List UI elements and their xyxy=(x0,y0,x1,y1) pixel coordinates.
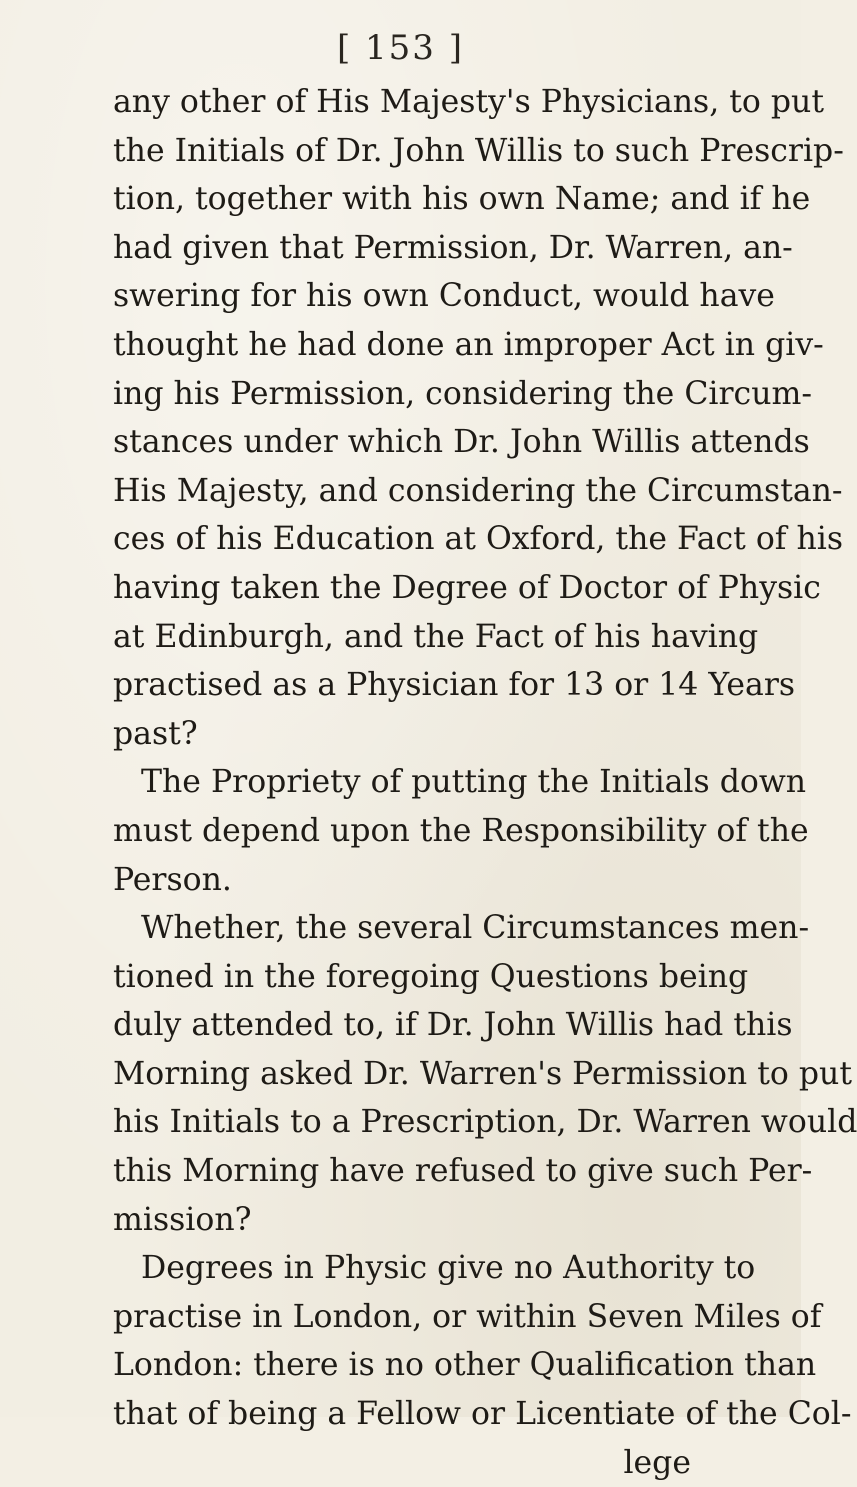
text-line: must depend upon the Responsibility of the xyxy=(113,812,809,849)
text-line: swering for his own Conduct, would have xyxy=(113,278,775,315)
text-line: ces of his Education at Oxford, the Fact of his xyxy=(113,521,843,558)
text-line: having taken the Degree of Doctor of Physic xyxy=(113,569,821,606)
text-line: at Edinburgh, and the Fact of his having xyxy=(113,618,759,655)
text-line: ing his Permission, considering the Circum- xyxy=(113,375,812,412)
text-line: The Propriety of putting the Initials down xyxy=(141,764,807,801)
text-line: any other of His Majesty's Physicians, to put xyxy=(113,84,824,120)
text-line: London: there is no other Qualification than xyxy=(113,1347,817,1384)
text-line: Whether, the several Circumstances men- xyxy=(141,910,810,947)
text-line: practise in London, or within Seven Miles of xyxy=(113,1298,822,1335)
text-line: had given that Permission, Dr. Warren, an- xyxy=(113,229,793,266)
page-number: [ 153 ] xyxy=(336,28,465,68)
text-line: this Morning have refused to give such Per- xyxy=(113,1153,813,1190)
text-line: tion, together with his own Name; and if he xyxy=(113,181,811,218)
text-line: practised as a Physician for 13 or 14 Years xyxy=(113,667,796,704)
catchword: lege xyxy=(623,1444,691,1481)
text-line: past? xyxy=(113,715,198,752)
text-line: duly attended to, if Dr. John Willis had this xyxy=(113,1007,793,1044)
text-line: Morning asked Dr. Warren's Permission to put xyxy=(113,1055,852,1092)
body-text xyxy=(113,78,857,1487)
text-line: mission? xyxy=(113,1201,252,1238)
text-line: thought he had done an improper Act in giv- xyxy=(113,326,824,363)
text-line: His Majesty, and considering the Circumstan- xyxy=(113,472,843,509)
text-line: Person. xyxy=(113,861,232,898)
text-line: the Initials of Dr. John Willis to such Prescrip- xyxy=(113,132,844,169)
text-line: his Initials to a Prescription, Dr. Warren would xyxy=(113,1104,857,1141)
text-line: that of being a Fellow or Licentiate of the Col- xyxy=(113,1396,852,1433)
text-line: tioned in the foregoing Questions being xyxy=(113,958,749,995)
text-line: stances under which Dr. John Willis attends xyxy=(113,424,810,461)
text-line: Degrees in Physic give no Authority to xyxy=(141,1250,756,1287)
